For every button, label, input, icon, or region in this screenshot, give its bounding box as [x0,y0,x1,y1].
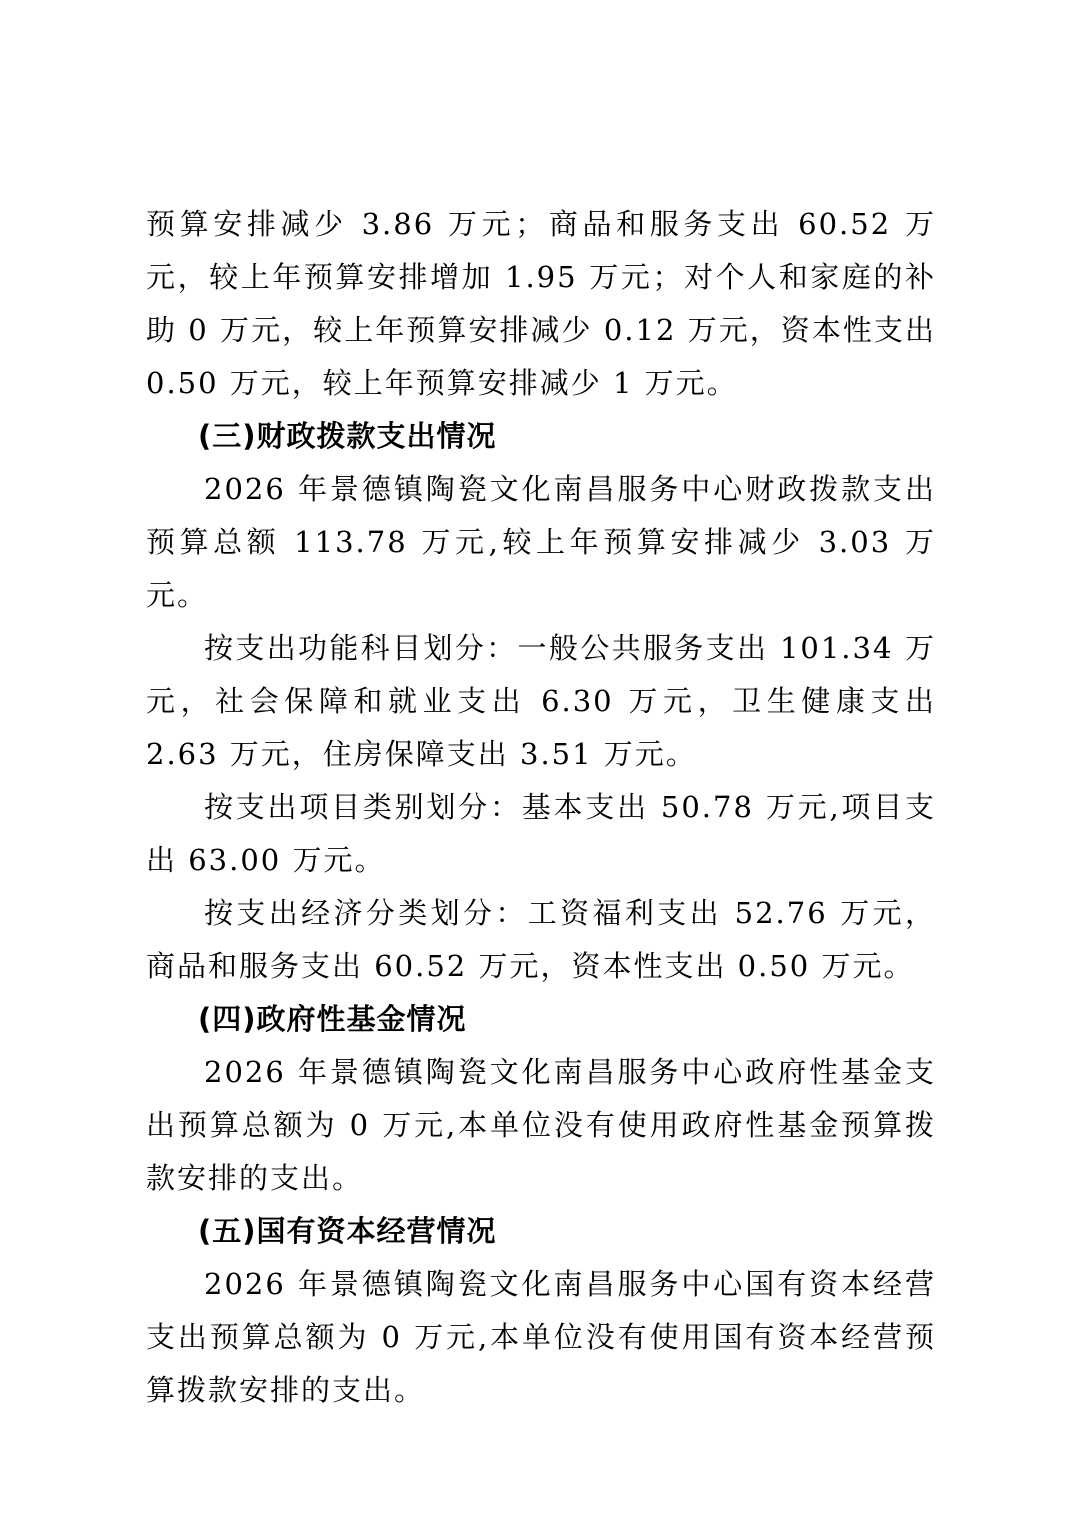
paragraph-fiscal-total: 2026 年景德镇陶瓷文化南昌服务中心财政拨款支出预算总额 113.78 万元,较上年预算安排减少 3.03 万元。 [146,472,936,612]
heading-fiscal-appropriation-expenditure: (三)财政拨款支出情况 [198,419,497,453]
paragraph-state-capital-operation: 2026 年景德镇陶瓷文化南昌服务中心国有资本经营支出预算总额为 0 万元,本单位没有使用国有资本经营预算拨款安排的支出。 [146,1267,936,1407]
heading-state-capital-operation: (五)国有资本经营情况 [198,1214,497,1248]
paragraph-government-fund: 2026 年景德镇陶瓷文化南昌服务中心政府性基金支出预算总额为 0 万元,本单位没有使用政府性基金预算拨款安排的支出。 [146,1055,936,1195]
paragraph-by-economic-classification: 按支出经济分类划分：工资福利支出 52.76 万元，商品和服务支出 60.52 万元，资本性支出 0.50 万元。 [146,896,936,983]
document-body [146,198,936,1417]
paragraph-by-project-category: 按支出项目类别划分：基本支出 50.78 万元,项目支出 63.00 万元。 [146,790,936,877]
heading-government-fund: (四)政府性基金情况 [198,1002,467,1036]
paragraph-by-function: 按支出功能科目划分：一般公共服务支出 101.34 万元，社会保障和就业支出 6.30 万元，卫生健康支出 2.63 万元，住房保障支出 3.51 万元。 [146,631,936,771]
paragraph-expense-detail-continuation: 预算安排减少 3.86 万元；商品和服务支出 60.52 万元，较上年预算安排增加 1.95 万元；对个人和家庭的补助 0 万元，较上年预算安排减少 0.12 万元，资本性支出 0.50 万元，较上年预算安排减少 1 万元。 [146,207,936,400]
